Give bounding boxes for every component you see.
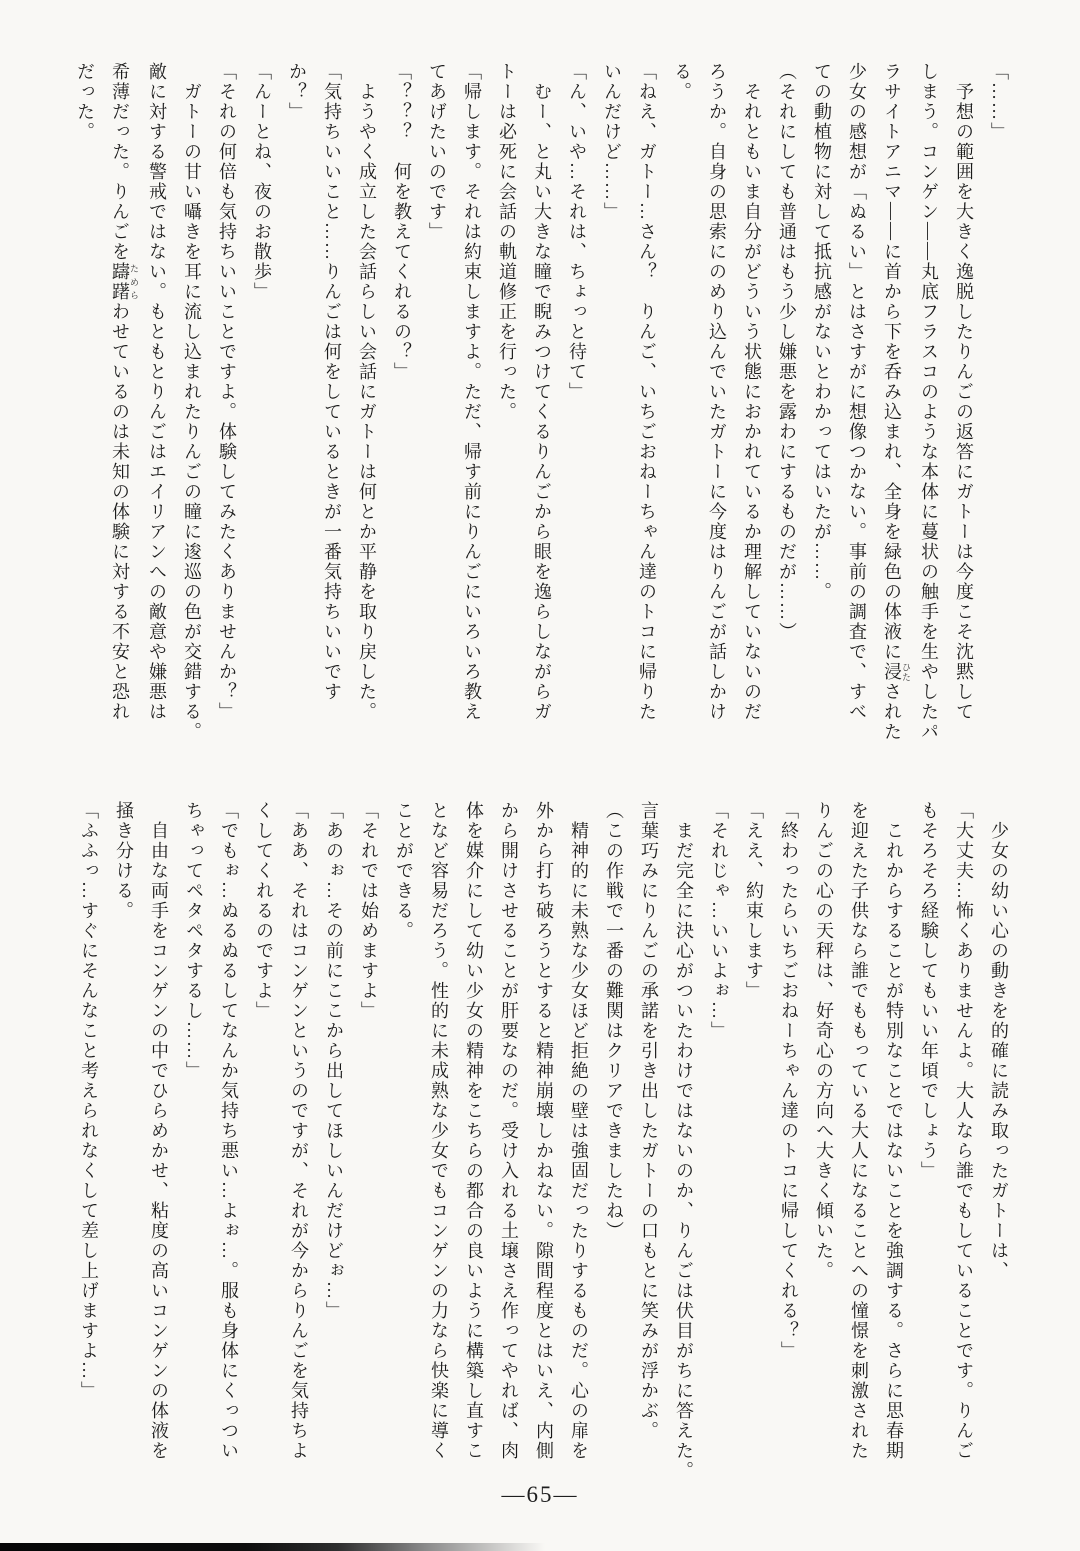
text-line-1: 少女の幼い心の動きを的確に読み取ったガトーは、 (989, 821, 1009, 1281)
text-line-20: 「あのぉ…その前にここから出してほしいんだけどぉ…」 (324, 801, 344, 1321)
lower-text-block (71, 801, 1016, 1517)
text-line-18: ことができる。 (394, 801, 414, 941)
text-line-8: それともいま自分がどういう状態におかれているか理解していないのだ (742, 82, 762, 722)
text-line-6: ての動植物に対して抵抗感がないとわかってはいたが……。 (812, 62, 832, 602)
text-line-9: 「それじゃ…いいよぉ…」 (709, 801, 729, 1041)
text-line-22: くしてくれるのですよ」 (254, 801, 274, 1021)
text-line-4: これからすることが特別なことではないことを強調する。さらに思春期 (884, 821, 904, 1461)
text-line-11: 言葉巧みにりんごの承諾を引き出したガトーの口もとに笑みが浮かぶ。 (639, 801, 659, 1441)
text-line-18: 「？？？ 何を教えてくれるの？」 (392, 62, 412, 382)
text-line-26: 掻き分ける。 (114, 801, 134, 921)
text-line-24: ガトーの甘い囁きを耳に流し込まれたりんごの瞳に逡巡の色が交錯する。 (182, 82, 202, 742)
text-line-15: トーは必死に会話の軌道修正を行った。 (497, 62, 517, 422)
text-line-10: る。 (672, 62, 692, 102)
text-line-16: 体を媒介にして幼い少女の精神をこちらの都合の良いように構築し直すこ (464, 801, 484, 1461)
text-line-7: （それにしても普通はもう少し嫌悪を露わにするものだが……） (777, 62, 797, 642)
text-line-12: いんだけど……」 (602, 62, 622, 222)
text-line-13: 「ん、いや…それは、ちょっと待て」 (567, 62, 587, 402)
text-line-25: 敵に対する警戒ではない。もともとりんごはエイリアンへの敵意や嫌悪は (147, 62, 167, 722)
text-line-14: 外から打ち破ろうとすると精神崩壊しかねない。隙間程度とはいえ、内側 (534, 801, 554, 1461)
text-line-16: 「帰します。それは約束しますよ。ただ、帰す前にりんごにいろいろ教え (462, 62, 482, 722)
text-line-12: （この作戦で一番の難関はクリアできましたね） (604, 801, 624, 1241)
text-line-19: ようやく成立した会話らしい会話にガトーは何とか平静を取り戻した。 (357, 82, 377, 722)
text-line-11: 「ねえ、ガトー…さん？ りんご、いちごおねーちゃん達のトコに帰りた (637, 62, 657, 722)
text-line-20: 「気持ちいいこと……りんごは何をしているときが一番気持ちいいです (322, 62, 342, 702)
text-line-27: 「ふふっ…すぐにそんなこと考えられなくして差し上げますよ…」 (79, 801, 99, 1401)
text-line-13: 精神的に未熟な少女ほど拒絶の壁は強固だったりするものだ。心の扉を (569, 821, 589, 1461)
text-line-4: ラサイトアニマ――に首から下を呑み込まれ、全身を緑色の体液に浸 ひたされた (882, 62, 911, 742)
text-line-17: となど容易だろう。性的に未成熟な少女でもコンゲンの力なら快楽に導く (429, 801, 449, 1461)
text-line-3: もそろそろ経験してもいい年頃でしょう」 (919, 801, 939, 1181)
text-line-9: ろうか。自身の思索にのめり込んでいたガトーに今度はりんごが話しかけ (707, 62, 727, 722)
text-line-3: しまう。コンゲン――丸底フラスコのような本体に蔓状の触手を生やしたパ (919, 62, 939, 742)
text-line-23: 「でもぉ…ぬるぬるしてなんか気持ち悪い…よぉ…。服も身体にくっつい (219, 801, 239, 1461)
text-line-1: 「……」 (989, 62, 1009, 142)
upper-text-block (67, 62, 1016, 778)
text-line-19: 「それでは始めますよ」 (359, 801, 379, 1021)
text-line-14: むー、と丸い大きな瞳で睨みつけてくるりんごから眼を逸らしながらガ (532, 82, 552, 722)
text-line-22: 「んーとね、夜のお散歩」 (252, 62, 272, 302)
text-line-8: 「ええ、約束します」 (744, 801, 764, 1001)
text-line-6: りんごの心の天秤は、好奇心の方向へ大きく傾いた。 (814, 801, 834, 1281)
text-line-21: 「ああ、それはコンゲンというのですが、それが今からりんごを気持ちよ (289, 801, 309, 1461)
text-line-2: 予想の範囲を大きく逸脱したりんごの返答にガトーは今度こそ沈黙して (954, 82, 974, 722)
text-line-5: 少女の感想が「ぬるい」とはさすがに想像つかない。事前の調査で、すべ (847, 62, 867, 722)
text-line-24: ちゃってペタペタするし……」 (184, 801, 204, 1081)
text-line-21: か？」 (287, 62, 307, 122)
scan-artifact-bar (0, 1543, 545, 1551)
text-line-26: 希薄だった。りんごを躊躇 ためらわせているのは未知の体験に対する不安と恐れ (110, 62, 139, 722)
page-number: ―65― (501, 1482, 579, 1507)
text-line-15: から開けさせることが肝要なのだ。受け入れる土壌さえ作ってやれば、肉 (499, 801, 519, 1461)
text-line-2: 「大丈夫…怖くありませんよ。大人なら誰でもしていることです。りんご (954, 801, 974, 1461)
text-line-7: 「終わったらいちごおねーちゃん達のトコに帰してくれる？」 (779, 801, 799, 1361)
text-line-27: だった。 (75, 62, 95, 142)
text-line-10: まだ完全に決心がついたわけではないのか、りんごは伏目がちに答えた。 (674, 821, 694, 1481)
text-line-17: てあげたいのです」 (427, 62, 447, 242)
text-line-5: を迎えた子供なら誰でももっている大人になることへの憧憬を刺激された (849, 801, 869, 1461)
text-line-25: 自由な両手をコンゲンの中でひらめかせ、粘度の高いコンゲンの体液を (149, 821, 169, 1461)
text-line-23: 「それの何倍も気持ちいいことですよ。体験してみたくありませんか？」 (217, 62, 237, 722)
